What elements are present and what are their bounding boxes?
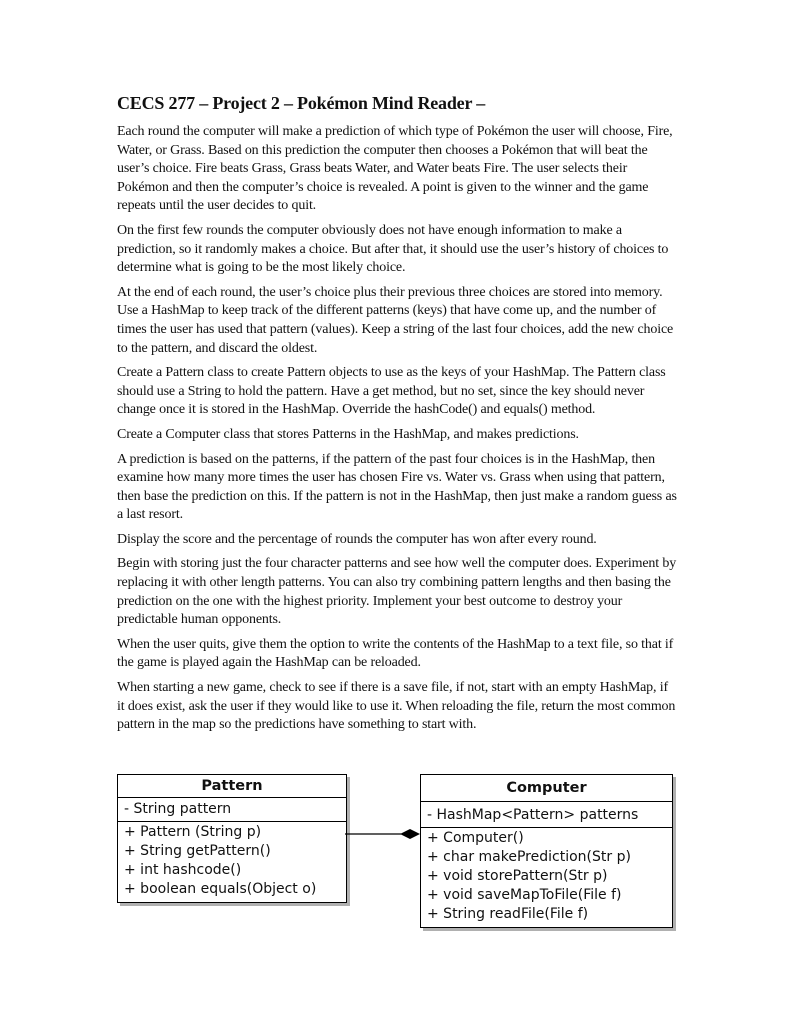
paragraph-computer-class: Create a Computer class that stores Patterns in the HashMap, and makes predictions. (117, 426, 579, 442)
uml-method: + char makePrediction(Str p) (427, 849, 631, 865)
uml-pattern-class (117, 774, 347, 903)
composition-connector (345, 826, 425, 842)
paragraph-first-rounds: On the first few rounds the computer obviously does not have enough information to make a prediction, so it randomly makes a choice. But after that, it should use the user’s history of choices to determine what is going to be the most likely choice. (117, 222, 669, 276)
uml-pattern-attributes (118, 798, 346, 822)
uml-method: + boolean equals(Object o) (124, 881, 317, 897)
paragraph-prediction: A prediction is based on the patterns, if the pattern of the past four choices is in the HashMap, then examine how many more times the user has chosen Fire vs. Water vs. Grass when using that pattern, then base the prediction on this. If the pattern is not in the HashMap, then just make a random guess as a last resort. (117, 451, 677, 523)
paragraph-memory: At the end of each round, the user’s choice plus their previous three choices are stored into memory. Use a HashMap to keep track of the different patterns (keys) that have come up, and the number of times the user has used that pattern (values). Keep a string of the last four choices, add the new choice to the pattern, and discard the oldest. (117, 284, 674, 356)
uml-pattern-name: Pattern (118, 775, 346, 798)
paragraph-experiment: Begin with storing just the four character patterns and see how well the computer does. Experiment by replacing it with other length patterns. You can also try combining pattern lengths and then basing the prediction on the one with the highest priority. Implement your best outcome to destroy your predictable human opponents. (117, 556, 677, 628)
uml-method: + String readFile(File f) (427, 906, 589, 922)
paragraph-score: Display the score and the percentage of rounds the computer has won after every round. (117, 531, 597, 547)
uml-attribute: - HashMap<Pattern> patterns (427, 807, 639, 823)
uml-pattern-methods (118, 822, 346, 902)
uml-computer-class (420, 774, 673, 928)
uml-method: + void saveMapToFile(File f) (427, 887, 622, 903)
paragraph-overview: Each round the computer will make a prediction of which type of Pokémon the user will choose, Fire, Water, or Grass. Based on this prediction the computer then chooses a Pokémon that will beat the user’s choice. Fire beats Grass, Grass beats Water, and Water beats Fire. The user selects their Pokémon and then the computer’s choice is revealed. A point is given to the winner and the game repeats until the user decides to quit. (117, 124, 673, 214)
uml-method: + Pattern (String p) (124, 824, 262, 840)
uml-computer-name: Computer (421, 775, 672, 802)
composition-diamond-icon (400, 829, 420, 839)
uml-method: + void storePattern(Str p) (427, 868, 608, 884)
uml-method: + Computer() (427, 830, 524, 846)
uml-attribute: - String pattern (124, 801, 232, 817)
document-body (117, 93, 677, 741)
paragraph-reload: When starting a new game, check to see if there is a save file, if not, start with an empty HashMap, if it does exist, ask the user if they would like to use it. When reloading the file, return the most common pattern in the map so the predictions have something to start with. (117, 680, 676, 733)
paragraph-save-file: When the user quits, give them the option to write the contents of the HashMap to a text file, so that if the game is played again the HashMap can be reloaded. (117, 636, 674, 671)
uml-computer-attributes (421, 802, 672, 828)
uml-method: + String getPattern() (124, 843, 271, 859)
document-title: CECS 277 – Project 2 – Pokémon Mind Reader – (117, 93, 486, 113)
uml-method: + int hashcode() (124, 862, 242, 878)
uml-computer-methods (421, 828, 672, 927)
paragraph-pattern-class: Create a Pattern class to create Pattern objects to use as the keys of your HashMap. The Pattern class should use a String to hold the pattern. Have a get method, but no set, since the key should never change once it is stored in the HashMap. Override the hashCode() and equals() method. (117, 365, 666, 418)
